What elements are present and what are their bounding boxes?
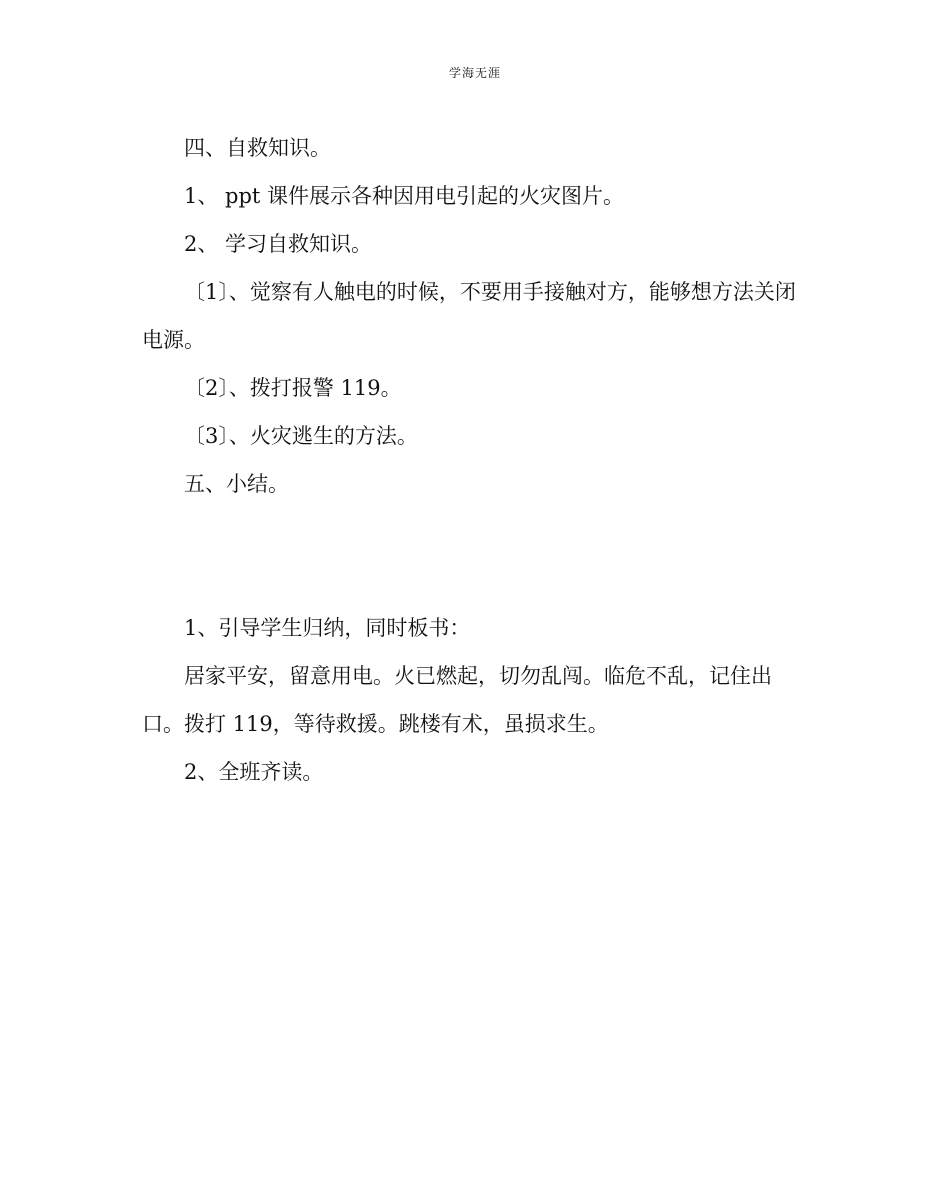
section-five-verse: 居家平安，留意用电。火已燃起，切勿乱闯。临危不乱，记住出口。拨打 119，等待救援。跳楼有术，虽损求生。 xyxy=(142,664,772,736)
blank-gap xyxy=(142,508,808,604)
section-five-item-1: 1、引导学生归纳，同时板书： xyxy=(184,616,471,640)
section-four-item-2: 2、 学习自救知识。 xyxy=(184,232,373,256)
section-five-heading: 五、小结。 xyxy=(184,472,289,496)
section-four-heading: 四、自救知识。 xyxy=(184,136,331,160)
page-header: 学海无涯 xyxy=(448,66,501,80)
section-four-item-1: 1、 ppt 课件展示各种因用电引起的火灾图片。 xyxy=(184,184,625,208)
section-five-item-2: 2、全班齐读。 xyxy=(184,760,324,784)
section-four-sub-3: 〔3〕、火灾逃生的方法。 xyxy=(184,424,418,448)
section-four-sub-2: 〔2〕、拨打报警 119。 xyxy=(184,376,402,400)
section-four-sub-1: 〔1〕、觉察有人触电的时候，不要用手接触对方，能够想方法关闭电源。 xyxy=(142,280,796,352)
document-body xyxy=(142,124,808,796)
